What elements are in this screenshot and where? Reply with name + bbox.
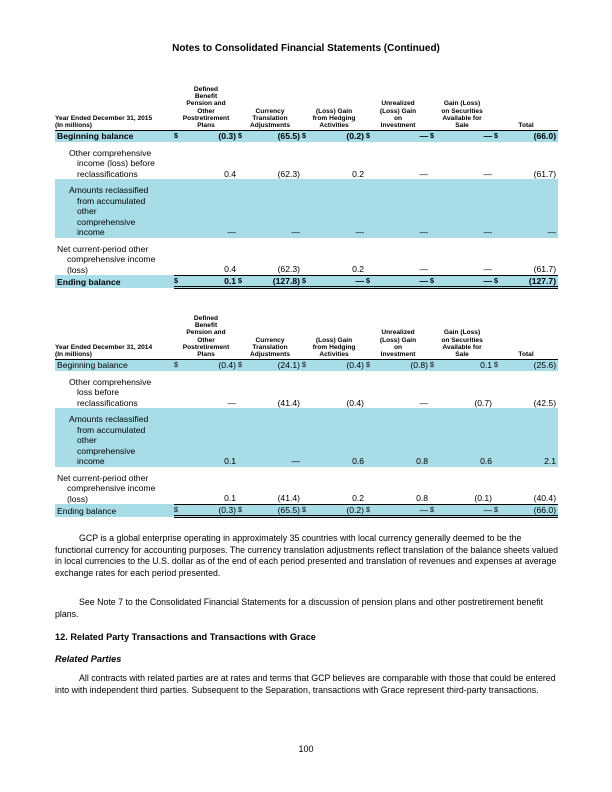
dollar-sign <box>174 473 186 505</box>
column-header: Currency Translation Adjustments <box>238 86 302 131</box>
dollar-sign: $ <box>366 131 378 142</box>
dollar-sign <box>366 185 378 238</box>
dollar-sign: $ <box>494 131 506 142</box>
dollar-sign <box>366 414 378 467</box>
dollar-sign: $ <box>238 131 250 142</box>
value-cell: — <box>250 414 302 467</box>
table-row <box>55 473 558 505</box>
dollar-sign: $ <box>174 360 186 371</box>
value-cell: (0.3) <box>186 131 238 142</box>
value-cell: 0.2 <box>352 264 365 275</box>
table-row <box>55 244 558 276</box>
dollar-sign <box>366 148 378 180</box>
dollar-sign <box>238 244 250 276</box>
value-cell: — <box>378 185 430 238</box>
dollar-sign <box>238 414 250 467</box>
section-heading: 12. Related Party Transactions and Transactions with Grace <box>55 632 316 642</box>
value-cell: — <box>378 504 430 517</box>
value-cell: (66.0) <box>506 504 558 517</box>
row-label: Other comprehensive income (loss) before reclassifications <box>69 147 155 179</box>
column-header: Defined Benefit Pension and Other Postretirement Plans <box>174 86 238 131</box>
dollar-sign <box>430 377 442 409</box>
dollar-sign <box>366 473 378 505</box>
value-cell: (0.1) <box>474 493 493 504</box>
value-cell: 0.6 <box>314 414 366 467</box>
value-cell: — <box>314 185 366 238</box>
value-cell: (66.0) <box>506 131 558 142</box>
row-label: Net current-period other comprehensive income (loss) <box>57 243 156 275</box>
value-cell: (0.2) <box>314 504 366 517</box>
dollar-sign <box>494 148 506 180</box>
dollar-sign: $ <box>366 360 378 371</box>
table-row <box>55 360 558 371</box>
dollar-sign <box>302 414 314 467</box>
row-label: Beginning balance <box>55 131 174 142</box>
dollar-sign <box>494 473 506 505</box>
dollar-sign: $ <box>494 275 506 288</box>
value-cell: (65.5) <box>250 504 302 517</box>
row-label: Amounts reclassified from accumulated other comprehensive income <box>55 185 174 238</box>
value-cell: (0.4) <box>314 360 366 371</box>
column-header: Total <box>494 86 558 131</box>
value-cell: (0.3) <box>186 504 238 517</box>
value-cell: (62.3) <box>277 264 301 275</box>
dollar-sign <box>494 414 506 467</box>
table-row <box>55 185 558 238</box>
page-number: 100 <box>298 744 314 754</box>
dollar-sign <box>302 148 314 180</box>
value-cell: — <box>483 168 493 179</box>
dollar-sign: $ <box>494 504 506 517</box>
dollar-sign <box>494 185 506 238</box>
row-label: Beginning balance <box>55 360 174 371</box>
value-cell: — <box>378 275 430 288</box>
column-header: Gain (Loss) on Securities Available for Sale <box>430 86 494 131</box>
value-cell: 0.8 <box>378 414 430 467</box>
subsection-heading: Related Parties <box>55 654 122 664</box>
table-header-label: Year Ended December 31, 2014 (In millions) <box>55 315 174 360</box>
page-title: Notes to Consolidated Financial Statements (Continued) <box>172 43 440 54</box>
value-cell: 0.6 <box>442 414 494 467</box>
column-header: Unrealized (Loss) Gain on Investment <box>366 315 430 360</box>
value-cell: — <box>378 131 430 142</box>
dollar-sign: $ <box>174 131 186 142</box>
value-cell: 0.1 <box>186 275 238 288</box>
column-header: Defined Benefit Pension and Other Postretirement Plans <box>174 315 238 360</box>
value-cell: — <box>419 168 429 179</box>
value-cell: — <box>314 275 366 288</box>
value-cell: 0.4 <box>224 264 237 275</box>
table-row <box>55 148 558 180</box>
dollar-sign <box>494 244 506 276</box>
related-parties-paragraph: All contracts with related parties are at rates and terms that GCP believes are comparable with those that could be entered into with independent third parties. Subsequent to the Separation, transactions with Grace represent third-party transactions. <box>55 673 556 695</box>
dollar-sign: $ <box>430 504 442 517</box>
dollar-sign <box>430 185 442 238</box>
value-cell: (41.4) <box>277 397 301 408</box>
dollar-sign <box>302 185 314 238</box>
dollar-sign <box>238 377 250 409</box>
value-cell: — <box>186 185 238 238</box>
dollar-sign <box>494 377 506 409</box>
value-cell: (0.4) <box>186 360 238 371</box>
value-cell: (127.7) <box>506 275 558 288</box>
row-label: Ending balance <box>55 504 174 517</box>
table-row <box>55 131 558 142</box>
aoci-table-2015 <box>55 86 558 289</box>
value-cell: 0.1 <box>224 493 237 504</box>
dollar-sign <box>238 473 250 505</box>
table-row <box>55 414 558 467</box>
row-label: Other comprehensive loss before reclassifications <box>69 376 152 408</box>
column-header: Unrealized (Loss) Gain on Investment <box>366 86 430 131</box>
pension-note-paragraph: See Note 7 to the Consolidated Financial Statements for a discussion of pension plans and other postretirement benefit plans. <box>55 597 544 619</box>
dollar-sign: $ <box>430 360 442 371</box>
value-cell: (65.5) <box>250 131 302 142</box>
dollar-sign <box>174 185 186 238</box>
value-cell: — <box>442 504 494 517</box>
table-row <box>55 275 558 288</box>
value-cell: (42.5) <box>533 397 557 408</box>
value-cell: — <box>419 397 429 408</box>
dollar-sign: $ <box>302 275 314 288</box>
value-cell: 0.8 <box>416 493 429 504</box>
value-cell: 0.4 <box>224 168 237 179</box>
row-label: Ending balance <box>55 275 174 288</box>
column-header: Currency Translation Adjustments <box>238 315 302 360</box>
dollar-sign <box>238 185 250 238</box>
dollar-sign: $ <box>238 275 250 288</box>
table-row <box>55 504 558 517</box>
dollar-sign <box>302 377 314 409</box>
value-cell: — <box>419 264 429 275</box>
dollar-sign: $ <box>302 131 314 142</box>
table-header-label: Year Ended December 31, 2015 (In millions) <box>55 86 174 131</box>
value-cell: (0.2) <box>314 131 366 142</box>
dollar-sign <box>430 148 442 180</box>
dollar-sign <box>430 414 442 467</box>
dollar-sign: $ <box>174 504 186 517</box>
value-cell: — <box>442 131 494 142</box>
dollar-sign <box>174 244 186 276</box>
column-header: Gain (Loss) on Securities Available for Sale <box>430 315 494 360</box>
currency-paragraph: GCP is a global enterprise operating in approximately 35 countries with local currency generally deemed to be the functional currency for accounting purposes. The currency translation adjustments reflect translation of the balance sheets valued in local currencies to the U.S. dollar as of the end of each period presented and translation of revenues and expenses at average exchange rates for each period presented. <box>55 533 559 578</box>
column-header: (Loss) Gain from Hedging Activities <box>302 86 366 131</box>
dollar-sign: $ <box>238 504 250 517</box>
value-cell: — <box>506 185 558 238</box>
value-cell: — <box>250 185 302 238</box>
dollar-sign: $ <box>302 360 314 371</box>
value-cell: 0.2 <box>352 493 365 504</box>
dollar-sign <box>174 414 186 467</box>
value-cell: (61.7) <box>533 264 557 275</box>
value-cell: — <box>483 264 493 275</box>
dollar-sign <box>430 473 442 505</box>
dollar-sign <box>366 244 378 276</box>
dollar-sign: $ <box>430 275 442 288</box>
value-cell: (62.3) <box>277 168 301 179</box>
value-cell: — <box>442 185 494 238</box>
value-cell: — <box>442 275 494 288</box>
value-cell: (0.8) <box>378 360 430 371</box>
dollar-sign <box>238 148 250 180</box>
dollar-sign: $ <box>238 360 250 371</box>
value-cell: (25.6) <box>506 360 558 371</box>
dollar-sign: $ <box>302 504 314 517</box>
dollar-sign: $ <box>366 275 378 288</box>
column-header: (Loss) Gain from Hedging Activities <box>302 315 366 360</box>
value-cell: (41.4) <box>277 493 301 504</box>
dollar-sign: $ <box>366 504 378 517</box>
value-cell: (24.1) <box>250 360 302 371</box>
dollar-sign: $ <box>430 131 442 142</box>
value-cell: 0.1 <box>186 414 238 467</box>
dollar-sign <box>366 377 378 409</box>
dollar-sign: $ <box>174 275 186 288</box>
value-cell: (0.4) <box>346 397 365 408</box>
column-header: Total <box>494 315 558 360</box>
aoci-table-2014 <box>55 315 558 518</box>
dollar-sign <box>302 473 314 505</box>
value-cell: (40.4) <box>533 493 557 504</box>
row-label: Net current-period other comprehensive income (loss) <box>57 472 156 504</box>
dollar-sign <box>174 377 186 409</box>
value-cell: (61.7) <box>533 168 557 179</box>
value-cell: 2.1 <box>506 414 558 467</box>
row-label: Amounts reclassified from accumulated other comprehensive income <box>55 414 174 467</box>
dollar-sign: $ <box>494 360 506 371</box>
dollar-sign <box>430 244 442 276</box>
value-cell: 0.2 <box>352 168 365 179</box>
table-row <box>55 377 558 409</box>
value-cell: (127.8) <box>250 275 302 288</box>
value-cell: 0.1 <box>442 360 494 371</box>
value-cell: — <box>227 397 237 408</box>
dollar-sign <box>302 244 314 276</box>
dollar-sign <box>174 148 186 180</box>
value-cell: (0.7) <box>474 397 493 408</box>
